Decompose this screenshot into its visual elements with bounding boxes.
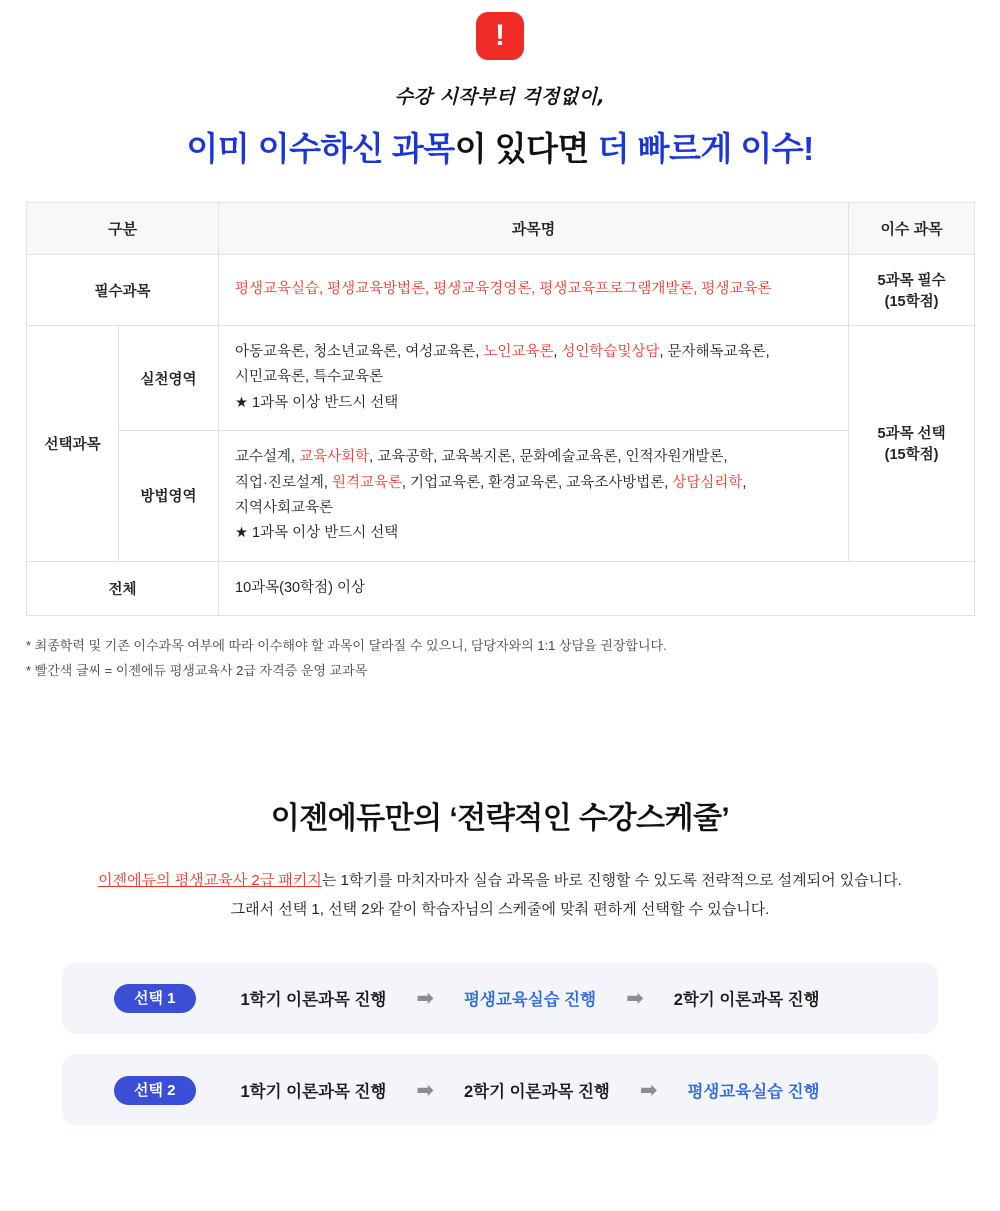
schedule-options [62,962,938,1126]
exclamation-icon: ! [476,12,524,60]
description-rest: 는 1학기를 마치자마자 실습 과목을 바로 진행할 수 있도록 전략적으로 설계되어 있습니다. [321,872,902,890]
option-2-step-2: 2학기 이론과목 진행 [463,1083,610,1102]
table-header-row [27,203,975,255]
row-subjects-method: 교수설계, 교육사회학, 교육공학, 교육복지론, 문화예술교육론, 인적자원개발론, 직업·진로설계, 원격교육론, 기업교육론, 환경교육론, 교육조사방법론, 상담심리학, 지역사회교육론 ★ 1과목 이상 반드시 선택 [219,431,849,562]
description-line-1 [0,867,1000,896]
row-category-total: 전체 [27,561,219,615]
alert-icon-container [0,0,1000,60]
arrow-right-icon: ➡ [639,1078,658,1102]
row-subjects-required: 평생교육실습, 평생교육방법론, 평생교육경영론, 평생교육프로그램개발론, 평생교육론 [219,255,849,326]
option-row-2[interactable] [62,1054,938,1126]
column-header-credits: 이수 과목 [849,203,975,255]
arrow-right-icon: ➡ [416,1078,434,1102]
row-subjects-practice: 아동교육론, 청소년교육론, 여성교육론, 노인교육론, 성인학습및상담, 문자해독교육론, 시민교육론, 특수교육론 ★ 1과목 이상 반드시 선택 [219,326,849,431]
table-row [27,255,975,326]
headline-part-1: 이미 이수하신 과목 [186,130,455,167]
arrow-right-icon: ➡ [626,986,644,1010]
requirements-table-container [26,202,974,616]
headline-part-3: 더 빠르게 이수! [597,130,814,167]
option-1-step-3: 2학기 이론과목 진행 [673,991,820,1010]
column-header-subjects: 과목명 [219,203,849,255]
table-row [27,561,975,615]
option-2-step-1: 1학기 이론과목 진행 [240,1083,387,1102]
description-line-2: 그래서 선택 1, 선택 2와 같이 학습자님의 스케줄에 맞춰 편하게 선택할 수 있습니다. [230,900,770,918]
row-credits-elective: 5과목 선택 (15학점) [849,326,975,562]
row-area-practice: 실천영역 [119,326,219,431]
row-credits-required: 5과목 필수 (15학점) [849,255,975,326]
row-category-required: 필수과목 [27,255,219,326]
table-row [27,431,975,562]
row-area-method: 방법영역 [119,431,219,562]
row-subjects-total: 10과목(30학점) 이상 [219,561,975,615]
requirements-table [26,202,975,616]
headline-part-2: 이 있다면 [454,130,598,167]
row-category-elective: 선택과목 [27,326,119,562]
arrow-right-icon: ➡ [416,986,434,1010]
option-badge-1: 선택 1 [114,984,196,1013]
note-line: * 최종학력 및 기존 이수과목 여부에 따라 이수해야 할 과목이 달라질 수 있으니, 담당자와의 1:1 상담을 권장합니다. [26,638,667,653]
notes-block [26,634,974,683]
section-description [0,867,1000,924]
option-1-step-2: 평생교육실습 진행 [463,991,597,1010]
table-row [27,326,975,431]
option-badge-2: 선택 2 [114,1076,196,1105]
option-2-step-3: 평생교육실습 진행 [687,1083,820,1102]
option-1-step-1: 1학기 이론과목 진행 [240,991,387,1010]
option-row-1[interactable] [62,962,938,1034]
page-title [0,123,1000,170]
headline-script: 수강 시작부터 걱정없이, [394,86,606,108]
description-highlight: 이젠에듀의 평생교육사 2급 패키지 [98,872,322,890]
section-title-schedule: 이젠에듀만의 ‘전략적인 수강스케줄’ [270,802,730,836]
note-line: * 빨간색 글씨 = 이젠에듀 평생교육사 2급 자격증 운영 교과목 [26,662,368,678]
column-header-category: 구분 [27,203,219,255]
